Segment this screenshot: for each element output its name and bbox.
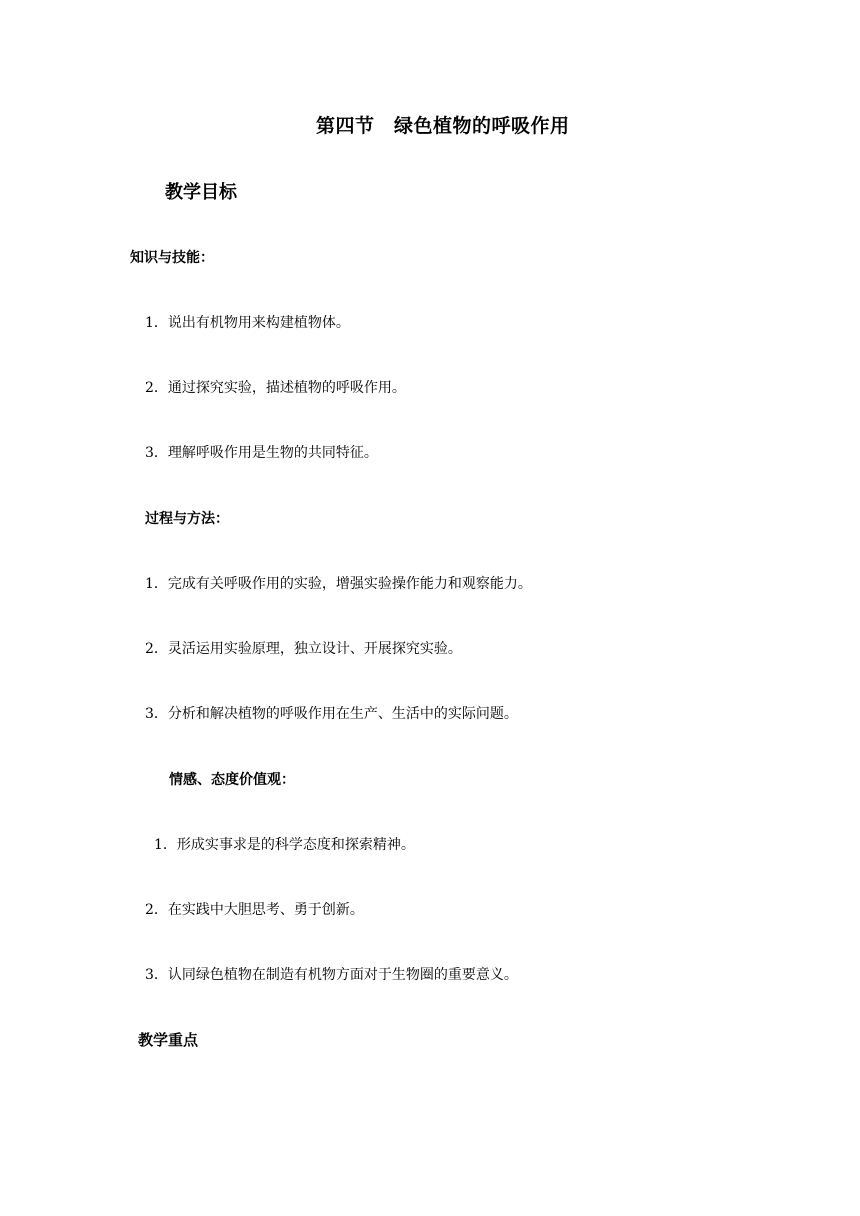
attitude-item-1: 1．形成实事求是的科学态度和探索精神。	[154, 837, 415, 853]
process-heading: 过程与方法：	[145, 511, 229, 527]
process-item-3: 3．分析和解决植物的呼吸作用在生产、生活中的实际问题。	[145, 706, 518, 722]
attitude-heading: 情感、态度价值观：	[169, 772, 295, 788]
page-title: 第四节 绿色植物的呼吸作用	[316, 115, 570, 137]
process-item-2: 2．灵活运用实验原理，独立设计、开展探究实验。	[145, 641, 462, 657]
knowledge-heading: 知识与技能：	[130, 250, 214, 266]
objectives-heading: 教学目标	[165, 182, 237, 203]
keypoints-heading: 教学重点	[138, 1031, 199, 1049]
knowledge-item-2: 2．通过探究实验，描述植物的呼吸作用。	[145, 380, 406, 396]
knowledge-item-3: 3．理解呼吸作用是生物的共同特征。	[145, 445, 378, 461]
process-item-1: 1．完成有关呼吸作用的实验，增强实验操作能力和观察能力。	[145, 576, 532, 592]
attitude-item-3: 3．认同绿色植物在制造有机物方面对于生物圈的重要意义。	[145, 967, 518, 983]
attitude-item-2: 2．在实践中大胆思考、勇于创新。	[145, 902, 364, 918]
knowledge-item-1: 1．说出有机物用来构建植物体。	[145, 315, 350, 331]
